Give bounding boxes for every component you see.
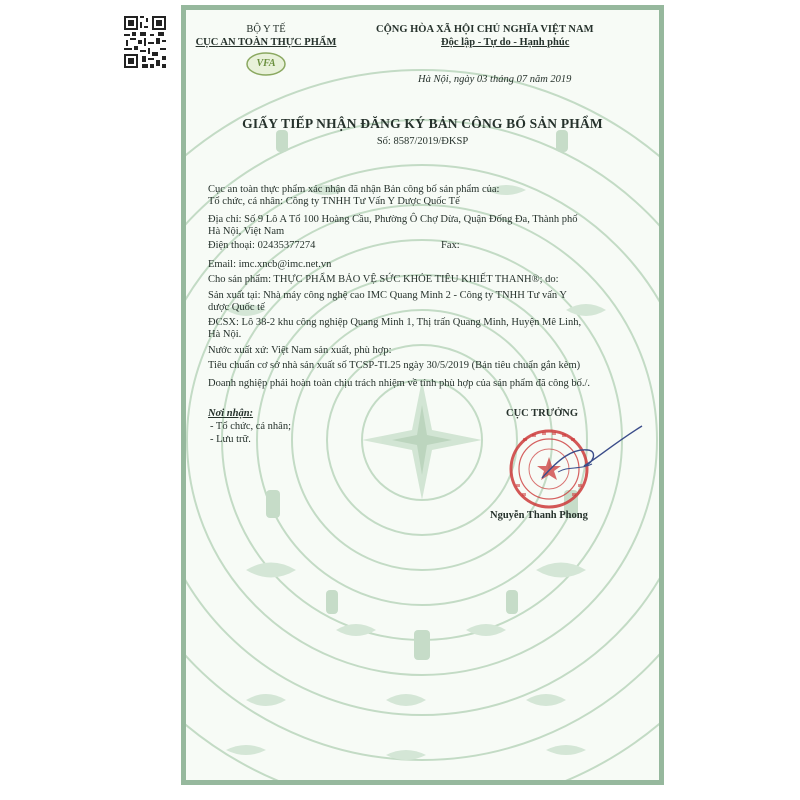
signer-name: Nguyễn Thanh Phong: [490, 510, 588, 521]
vfa-logo-text: VFA: [256, 58, 276, 69]
product-name: Cho sản phẩm: THỰC PHẨM BẢO VỆ SỨC KHỎE TIÊU KHIẾT THANH®; do:: [208, 274, 559, 285]
qr-code: [122, 14, 168, 70]
department-name: CỤC AN TOÀN THỰC PHẨM: [195, 37, 337, 48]
intro-line: Cục an toàn thực phẩm xác nhận đã nhận Bản công bố sản phẩm của:: [208, 184, 500, 195]
origin-country: Nước xuất xứ: Việt Nam sản xuất, phù hợp:: [208, 345, 392, 356]
production-address-line-2: Hà Nội.: [208, 329, 242, 340]
address-line-1: Địa chỉ: Số 9 Lô A Tổ 100 Hoàng Cầu, Phường Ô Chợ Dừa, Quận Đống Đa, Thành phố: [208, 214, 578, 225]
address-line-2: Hà Nội, Việt Nam: [208, 226, 285, 237]
country-name: CỘNG HÒA XÃ HỘI CHỦ NGHĨA VIỆT NAM: [376, 24, 594, 35]
phone-number: Điện thoại: 02435377274: [208, 240, 316, 251]
email: Email: imc.xncb@imc.net.vn: [208, 259, 332, 270]
fax-label: Fax:: [441, 240, 460, 251]
manufacturer-line-2: dược Quốc tế: [208, 302, 265, 313]
qr-code-icon: [122, 14, 168, 70]
handwritten-signature: [538, 420, 648, 490]
production-address-line-1: ĐCSX: Lô 38-2 khu công nghiệp Quang Minh 1, Thị trấn Quang Minh, Huyện Mê Linh,: [208, 317, 582, 328]
document-number: Số: 8587/2019/ĐKSP: [376, 136, 469, 147]
recipient-item: - Tổ chức, cá nhân;: [210, 421, 292, 432]
recipients-heading: Nơi nhận:: [208, 408, 254, 419]
vfa-logo: [246, 52, 286, 76]
recipient-item: - Lưu trữ.: [210, 434, 251, 445]
document-title: GIẤY TIẾP NHẬN ĐĂNG KÝ BẢN CÔNG BỐ SẢN PHẨM: [242, 116, 603, 131]
product-standard: Tiêu chuẩn cơ sở nhà sản xuất số TCSP-TI.25 ngày 30/5/2019 (Bản tiêu chuẩn gắn kèm): [208, 360, 581, 371]
national-motto: Độc lập - Tự do - Hạnh phúc: [441, 37, 570, 48]
organization: Tổ chức, cá nhân: Công ty TNHH Tư Vấn Y Dược Quốc Tế: [208, 196, 460, 207]
signer-position: CỤC TRƯỞNG: [506, 408, 579, 419]
certificate-frame: [181, 5, 664, 785]
responsibility-statement: Doanh nghiệp phải hoàn toàn chịu trách nhiệm về tính phù hợp của sản phẩm đã công bố./.: [208, 378, 590, 389]
manufacturer-line-1: Sản xuất tại: Nhà máy công nghệ cao IMC Quang Minh 2 - Công ty TNHH Tư vấn Y: [208, 290, 567, 301]
issue-date: Hà Nội, ngày 03 tháng 07 năm 2019: [418, 74, 572, 85]
ministry-name: BỘ Y TẾ: [246, 24, 286, 35]
